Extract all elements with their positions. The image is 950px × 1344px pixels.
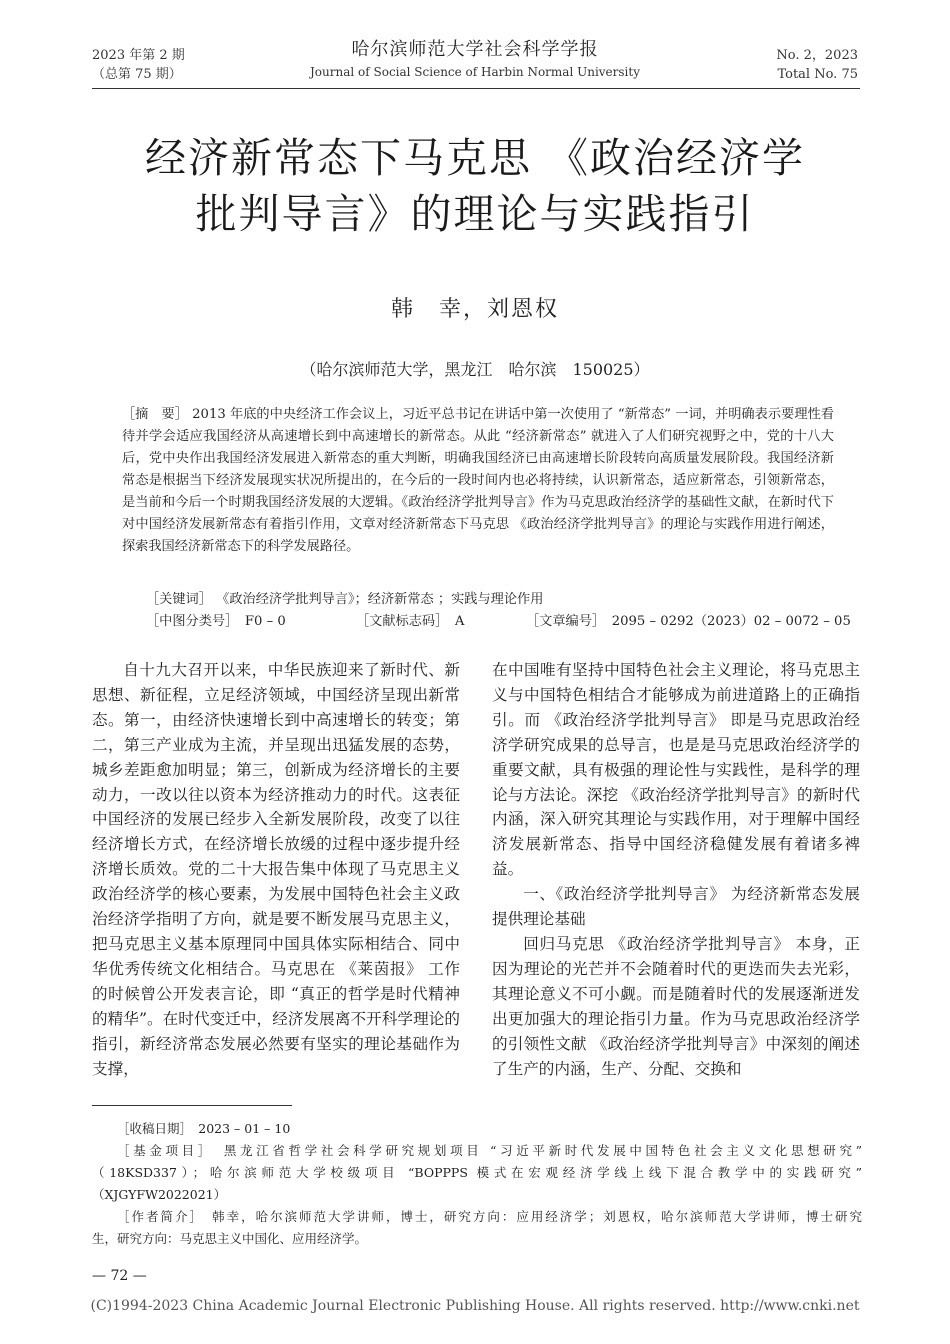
abstract-label: ［摘 要］ <box>122 407 188 422</box>
doc-value: A <box>454 614 465 629</box>
doc-code <box>356 612 464 632</box>
title-line-1: 经济新常态下马克思 《政治经济学 <box>144 134 806 182</box>
page-number: — 72 — <box>92 1268 147 1284</box>
total-issue-en: Total No. 75 <box>777 67 858 82</box>
journal-name-cn: 哈尔滨师范大学社会科学学报 <box>351 39 599 60</box>
doc-label: ［文献标志码］ <box>356 614 442 629</box>
clc-code <box>146 612 286 632</box>
body-column-right <box>492 658 860 1081</box>
section-heading: 一、《政治经济学批判导言》 为经济新常态发展提供理论基础 <box>492 885 860 929</box>
footnote-divider <box>92 1105 292 1106</box>
keywords <box>146 590 836 610</box>
journal-name-en: Journal of Social Science of Harbin Normal University <box>309 65 640 79</box>
article-label: ［文章编号］ <box>526 614 599 629</box>
keywords-text: 《政治经济学批判导言》；经济新常态 ；实践与理论作用 <box>216 592 544 607</box>
clc-label: ［中图分类号］ <box>146 614 232 629</box>
issue-info-en <box>776 46 858 84</box>
total-issue: （总第 75 期） <box>92 67 182 82</box>
received-date: ［收稿日期］ 2023 – 01 – 10 <box>117 1121 291 1136</box>
author-bio-line-2: 生，研究方向：马克思主义中国化、应用经济学。 <box>92 1231 368 1246</box>
article-title <box>60 130 890 242</box>
title-line-2: 批判导言》的理论与实践指引 <box>195 190 755 238</box>
issue-number-en: No. 2，2023 <box>776 48 858 63</box>
keywords-label: ［关键词］ <box>146 592 212 607</box>
copyright-notice: (C)1994-2023 China Academic Journal Electronic Publishing House. All rights reserved. http://www.cnki.net <box>90 1298 860 1314</box>
abstract-text: 2013 年底的中央经济工作会议上，习近平总书记在讲话中第一次使用了 “新常态” 一词，并明确表示要理性看待并学会适应我国经济从高速增长到中高速增长的新常态。从此 “经济新常态” 就进入了人们研究视野之中，党的十八大后，党中央作出我国经济发展进入新常态的重大判断，明确我国经济已由高速增长阶段转向高质量发展阶段。我国经济新常态是根据当下经济发展现实状况所提出的，在今后的一段时间内也必将持续，认识新常态，适应新常态，引领新常态，是当前和今后一个时期我国经济发展的大逻辑。《政治经济学批判导言》作为马克思政治经济学的基础性文献，在新时代下对中国经济发展新常态有着指引作用，文章对经济新常态下马克思 《政治经济学批判导言》的理论与实践作用进行阐述，探索我国经济新常态下的科学发展路径。 <box>122 407 834 554</box>
fund-line-3: （XJGYFW2022021） <box>92 1187 227 1202</box>
authors: 韩 幸，刘恩权 <box>390 297 559 322</box>
fund-line-1: ［基金项目］ 黑龙江省哲学社会科学研究规划项目 “习近平新时代发展中国特色社会主义文化思想研究” <box>117 1143 862 1158</box>
fund-line-2: （18KSD337）；哈尔滨师范大学校级项目 “BOPPPS 模式在宏观经济学线上线下混合教学中的实践研究” <box>92 1165 862 1180</box>
header-divider <box>92 88 860 89</box>
issue-number: 2023 年第 2 期 <box>92 48 185 63</box>
abstract <box>122 404 834 558</box>
clc-value: F0 – 0 <box>244 614 286 629</box>
body-column-left <box>92 658 460 1081</box>
author-bio-line-1: ［作者简介］ 韩幸，哈尔滨师范大学讲师，博士，研究方向：应用经济学；刘恩权，哈尔滨师范大学讲师，博士研究 <box>117 1209 862 1224</box>
article-value: 2095 – 0292（2023）02 – 0072 – 05 <box>611 614 851 629</box>
article-number <box>526 612 851 632</box>
body-paragraph: 回归马克思 《政治经济学批判导言》 本身，正因为理论的光芒并不会随着时代的更迭而失去光彩，其理论意义不可小觑。而是随着时代的发展逐渐迸发出更加强大的理论指引力量。作为马克思政治经济学的引领性文献 《政治经济学批判导言》中深刻的阐述了生产的内涵，生产、分配、交换和 <box>492 934 860 1078</box>
body-paragraph: 在中国唯有坚持中国特色社会主义理论，将马克思主义与中国特色相结合才能够成为前进道路上的正确指引。而 《政治经济学批判导言》 即是马克思政治经济学研究成果的总导言，也是是马克思政治经济学的重要文献，具有极强的理论性与实践性，是科学的理论与方法论。深挖 《政治经济学批判导言》的新时代内涵，深入研究其理论与实践作用，对于理解中国经济发展新常态、指导中国经济稳健发展有着诸多裨益。 <box>492 661 860 879</box>
body-paragraph: 自十九大召开以来，中华民族迎来了新时代、新思想、新征程，立足经济领域，中国经济呈现出新常态。第一，由经济快速增长到中高速增长的转变；第二，第三产业成为主流，并呈现出迅猛发展的态势，城乡差距愈加明显；第三，创新成为经济增长的主要动力，一改以往以资本为经济推动力的时代。这表征中国经济的发展已经步入全新发展阶段，改变了以往经济增长方式，在经济增长放缓的过程中逐步提升经济增长质效。党的二十大报告集中体现了马克思主义政治经济学的核心要素，为发展中国特色社会主义政治经济学指明了方向，就是要不断发展马克思主义，把马克思主义基本原理同中国具体实际相结合、同中华优秀传统文化相结合。马克思在 《莱茵报》 工作的时候曾公开发表言论，即 “真正的哲学是时代精神的精华”。在时代变迁中，经济发展离不开科学理论的指引，新经济常态发展必然要有坚实的理论基础作为支撑， <box>92 661 460 1078</box>
affiliation: （哈尔滨师范大学，黑龙江 哈尔滨 150025） <box>300 360 650 379</box>
footnotes <box>92 1118 862 1250</box>
